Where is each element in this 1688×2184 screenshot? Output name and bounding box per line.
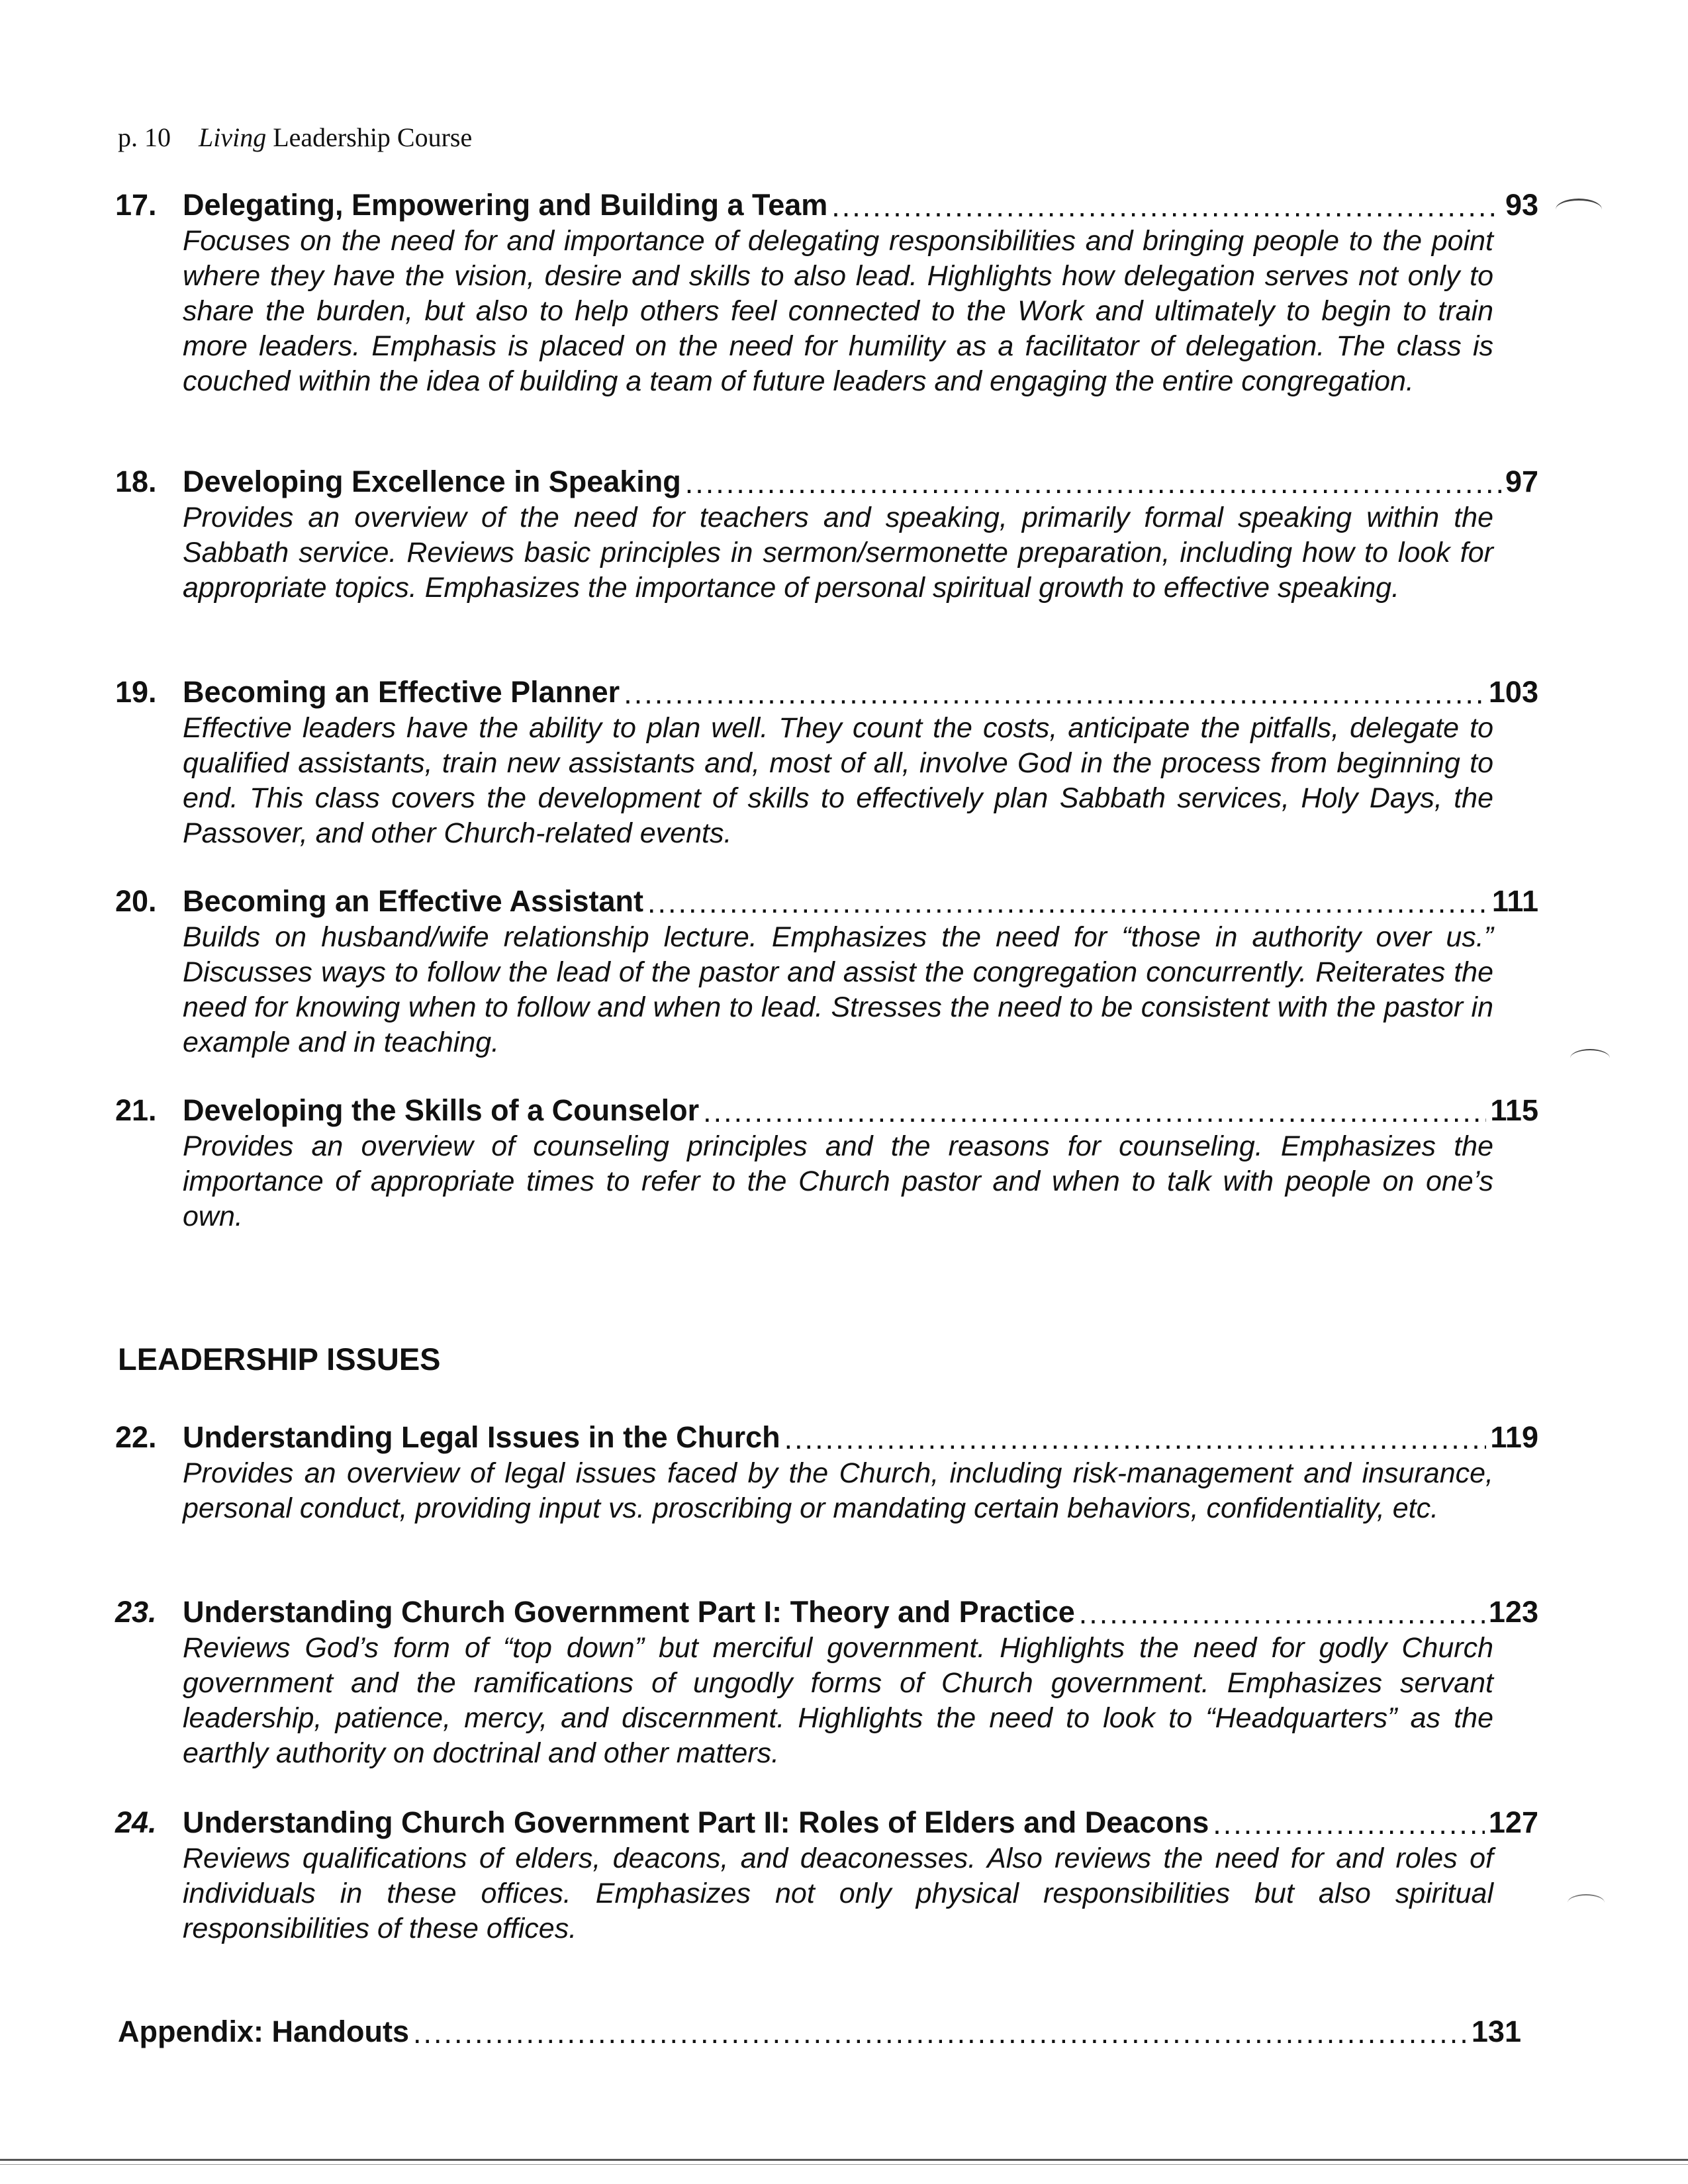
- toc-entry-heading: [115, 463, 1538, 500]
- toc-entry-appendix: [118, 2013, 1521, 2050]
- dot-leader: [1079, 1595, 1485, 1632]
- entry-number: 17.: [115, 188, 157, 222]
- toc-entry: [115, 187, 1538, 399]
- dot-leader: [647, 884, 1488, 921]
- entry-page-number: 111: [1491, 884, 1538, 918]
- entry-page-number: 115: [1490, 1093, 1538, 1127]
- toc-entry: [115, 883, 1538, 1060]
- toc-entry-heading: [118, 2013, 1521, 2050]
- entry-title: Becoming an Effective Planner: [183, 675, 620, 709]
- entry-title: Developing Excellence in Speaking: [183, 465, 681, 498]
- dot-leader: [831, 188, 1501, 225]
- toc-entry-heading: [115, 1804, 1538, 1841]
- entry-title: Appendix: Handouts: [118, 2015, 409, 2048]
- dot-leader: [685, 465, 1501, 502]
- entry-page-number: 119: [1490, 1420, 1538, 1454]
- scan-artifact: [1556, 199, 1602, 220]
- entry-number: 21.: [115, 1093, 157, 1127]
- toc-entry-heading: [115, 883, 1538, 920]
- entry-description: Builds on husband/wife relationship lecture. Emphasizes the need for “those in authority over us.” Discusses ways to follow the lead of the pastor and assist the congregation concurrently. Reiterates the need for knowing when to follow and when to lead. Stresses the need to be consistent with the pastor in example and in teaching.: [183, 921, 1493, 1058]
- toc-entry: [115, 1092, 1538, 1234]
- toc-entry: [115, 1419, 1538, 1526]
- entry-description: Focuses on the need for and importance of delegating responsibilities and bringing people to the point where they have the vision, desire and skills to also lead. Highlights how delegation serves not only to share the burden, but also to help others feel connected to the Work and ultimately to begin to train more leaders. Emphasis is placed on the need for humility as a facilitator of delegation. The class is couched within the idea of building a team of future leaders and engaging the entire congregation.: [183, 225, 1493, 397]
- entry-title: Developing the Skills of a Counselor: [183, 1093, 700, 1127]
- toc-entry: [115, 1804, 1538, 1946]
- bottom-edge-rule: [0, 2164, 1688, 2165]
- entry-title: Understanding Church Government Part II: Roles of Elders and Deacons: [183, 1805, 1209, 1839]
- entry-number: 22.: [115, 1420, 157, 1454]
- entry-description: Reviews God’s form of “top down” but merciful government. Highlights the need for godly Church government and the ramifications of ungodly forms of Church government. Emphasizes servant leadership, patience, mercy, and discernment. Highlights the need to look to “Headquarters” as the earthly authority on doctrinal and other matters.: [183, 1632, 1493, 1769]
- toc-entry-heading: [115, 1419, 1538, 1456]
- entry-title: Delegating, Empowering and Building a Team: [183, 188, 828, 222]
- toc-entry: [115, 1594, 1538, 1771]
- running-header: [118, 120, 472, 155]
- entry-title: Becoming an Effective Assistant: [183, 884, 644, 918]
- entry-number: 24.: [115, 1805, 157, 1839]
- page-label: p. 10: [118, 122, 171, 152]
- entry-page-number: 97: [1505, 465, 1538, 498]
- entry-description: Reviews qualifications of elders, deacons, and deaconesses. Also reviews the need for and roles of individuals in these offices. Emphasizes not only physical responsibilities but also spiritual responsibilities of these offices.: [183, 1843, 1493, 1944]
- scan-artifact: [1568, 1894, 1605, 1911]
- dot-leader: [703, 1093, 1486, 1130]
- bottom-edge-rule: [0, 2159, 1688, 2161]
- toc-entry-heading: [115, 1092, 1538, 1129]
- entry-title: Understanding Legal Issues in the Church: [183, 1420, 780, 1454]
- course-title-italic: Living: [199, 122, 267, 152]
- entry-number: 18.: [115, 465, 157, 498]
- entry-number: 20.: [115, 884, 157, 918]
- toc-entry-heading: [115, 187, 1538, 224]
- entry-page-number: 127: [1488, 1805, 1538, 1839]
- entry-description: Effective leaders have the ability to plan well. They count the costs, anticipate the pitfalls, delegate to qualified assistants, train new assistants and, most of all, involve God in the process from beginning to end. This class covers the development of skills to effectively plan Sabbath services, Holy Days, the Passover, and other Church-related events.: [183, 712, 1493, 849]
- toc-entry: [115, 674, 1538, 851]
- course-title-rest: Leadership Course: [273, 122, 473, 152]
- dot-leader: [413, 2015, 1468, 2052]
- section-heading: LEADERSHIP ISSUES: [118, 1342, 441, 1377]
- dot-leader: [624, 675, 1485, 712]
- entry-description: Provides an overview of the need for teachers and speaking, primarily formal speaking within the Sabbath service. Reviews basic principles in sermon/sermonette preparation, including how to look for appropriate topics. Emphasizes the importance of personal spiritual growth to effective speaking.: [183, 502, 1493, 604]
- entry-number: 19.: [115, 675, 157, 709]
- entry-page-number: 131: [1471, 2015, 1521, 2048]
- toc-entry-heading: [115, 1594, 1538, 1631]
- entry-page-number: 103: [1488, 675, 1538, 709]
- entry-description: Provides an overview of legal issues faced by the Church, including risk-management and insurance, personal conduct, providing input vs. proscribing or mandating certain behaviors, confidentiality, etc.: [183, 1457, 1493, 1524]
- entry-page-number: 93: [1505, 188, 1538, 222]
- entry-title: Understanding Church Government Part I: Theory and Practice: [183, 1595, 1075, 1629]
- scan-artifact: [1570, 1049, 1610, 1068]
- dot-leader: [1213, 1805, 1485, 1843]
- toc-entry: [115, 463, 1538, 606]
- entry-page-number: 123: [1488, 1595, 1538, 1629]
- entry-number: 23.: [115, 1595, 157, 1629]
- dot-leader: [784, 1420, 1487, 1457]
- toc-entry-heading: [115, 674, 1538, 711]
- entry-description: Provides an overview of counseling principles and the reasons for counseling. Emphasizes the importance of appropriate times to refer to the Church pastor and when to talk with people on one’s own.: [183, 1130, 1493, 1232]
